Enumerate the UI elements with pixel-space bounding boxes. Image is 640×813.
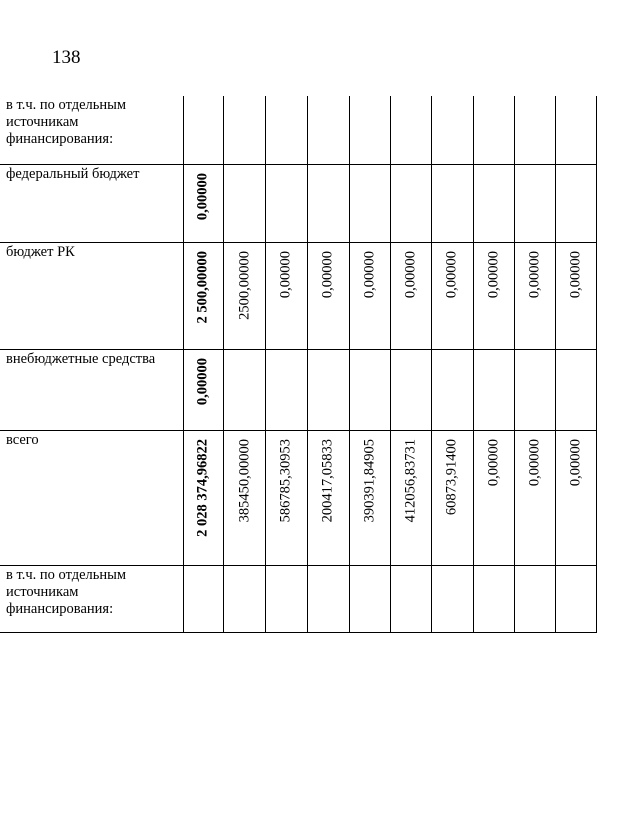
value: 60873,91400 [443,438,460,515]
value-cell [432,242,474,349]
value-cell [307,96,349,164]
value: 0,00000 [526,250,543,298]
row-label-cell [0,349,183,430]
value-cell [473,430,514,565]
table-row [0,164,597,242]
value-cell [349,565,391,632]
value: 0,00000 [361,250,378,298]
total-cell [183,96,224,164]
value: 0,00000 [567,250,584,298]
value-cell [391,565,432,632]
row-label-cell [0,565,183,632]
total-cell [183,430,224,565]
value-cell [349,349,391,430]
value-cell [514,96,556,164]
row-label: внебюджетные средства [6,350,156,367]
financing-table [0,96,597,633]
value: 390391,84905 [361,438,378,522]
table-row [0,349,597,430]
value-cell [556,164,597,242]
value-cell [473,565,514,632]
table-row [0,96,597,164]
value-cell [514,164,556,242]
table-row [0,565,597,632]
total-cell [183,565,224,632]
value: 200417,05833 [319,438,336,522]
value: 0,00000 [567,438,584,486]
value-cell [514,242,556,349]
row-label: в т.ч. по отдельным источникам финансирования: [6,97,127,147]
value-cell [432,565,474,632]
value-cell [432,164,474,242]
row-label: в т.ч. по отдельным источникам финансирования: [6,566,127,617]
value: 0,00000 [526,438,543,486]
value: 412056,83731 [402,438,419,522]
total-value: 2 500,00000 [194,250,211,323]
value-cell [391,242,432,349]
row-label: бюджет РК [6,243,75,260]
value-cell [224,349,266,430]
value-cell [349,430,391,565]
value-cell [514,565,556,632]
value-cell [224,565,266,632]
value-cell [432,430,474,565]
row-label-cell [0,430,183,565]
value: 0,00000 [443,250,460,298]
value-cell [224,242,266,349]
value-cell [473,164,514,242]
value: 0,00000 [277,250,294,298]
value-cell [514,430,556,565]
value-cell [349,96,391,164]
value: 0,00000 [485,250,502,298]
row-label: федеральный бюджет [6,165,140,182]
value-cell [266,164,308,242]
row-label-cell [0,242,183,349]
value-cell [224,96,266,164]
value-cell [349,242,391,349]
row-label: всего [6,431,39,448]
total-value: 2 028 374,96822 [194,438,211,537]
value: 586785,30953 [277,438,294,522]
value: 2500,00000 [236,250,253,320]
value-cell [266,430,308,565]
row-label-cell [0,96,183,164]
value: 0,00000 [319,250,336,298]
value-cell [266,242,308,349]
value-cell [514,349,556,430]
value: 0,00000 [485,438,502,486]
total-cell [183,164,224,242]
row-label-cell [0,164,183,242]
value-cell [224,164,266,242]
value-cell [432,96,474,164]
value-cell [556,242,597,349]
value-cell [473,96,514,164]
value-cell [432,349,474,430]
value-cell [266,96,308,164]
value-cell [556,96,597,164]
value-cell [473,242,514,349]
page-number: 138 [52,47,81,68]
value-cell [307,565,349,632]
value-cell [307,164,349,242]
value-cell [556,430,597,565]
total-value: 0,00000 [194,172,211,220]
table-row [0,242,597,349]
value-cell [307,430,349,565]
value-cell [349,164,391,242]
value-cell [391,430,432,565]
value-cell [307,349,349,430]
total-cell [183,349,224,430]
value-cell [224,430,266,565]
total-value: 0,00000 [194,357,211,405]
total-cell [183,242,224,349]
value-cell [307,242,349,349]
value-cell [391,96,432,164]
value: 0,00000 [402,250,419,298]
value: 385450,00000 [236,438,253,522]
value-cell [266,565,308,632]
table-row [0,430,597,565]
value-cell [391,349,432,430]
value-cell [266,349,308,430]
value-cell [473,349,514,430]
value-cell [556,565,597,632]
value-cell [391,164,432,242]
value-cell [556,349,597,430]
